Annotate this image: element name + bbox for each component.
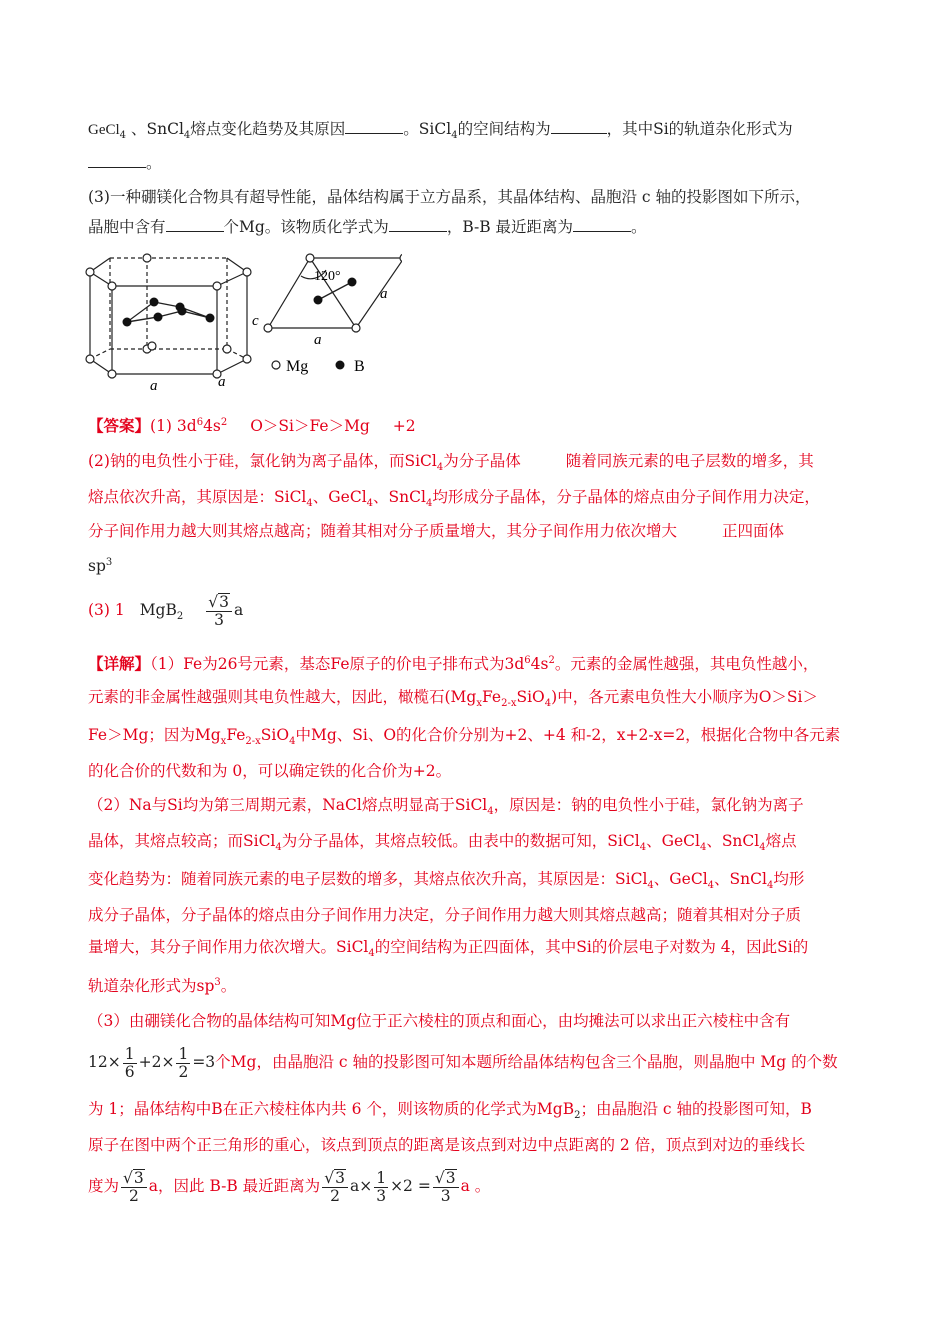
mg-atom [148,342,156,350]
text: 正四面体 [721,522,784,540]
detail-p2-line3: 变化趋势为：随着同族元素的电子层数的增多，其熔点依次升高，其原因是：SiCl$_4$、GeCl$_4$、SnCl$_4$均形 [88,870,805,892]
mg-atom [243,355,251,363]
mg-atom [243,268,251,276]
formula-text: GeCl [88,122,120,138]
text: 、SnCl [373,488,426,506]
superscript: 3 [214,977,221,988]
answer-line2: (2)钠的电负性小于硅，氯化钠为离子晶体，而SiCl$_4$为分子晶体 随着同族元素的电子层数的增多，其 [88,452,814,474]
numerator: 1 [376,1168,387,1187]
text: a [233,601,244,619]
b-atom [206,314,215,323]
superscript: 6 [196,417,204,428]
numerator: 1 [178,1044,189,1063]
prism-edge [217,272,247,286]
text: 为分子晶体，其熔点较低。由表中的数据可知，SiCl [281,832,640,850]
detail-p3-line1: （3）由硼镁化合物的晶体结构可知Mg位于正六棱柱的顶点和面心，由均摊法可以求出正六棱柱中含有 [88,1012,791,1030]
text: 轨道杂化形式为sp [88,977,215,996]
text: MgB [139,601,177,619]
text: 晶体，其熔点较高；而SiCl [88,832,276,850]
mg-atom [86,355,94,363]
text: 为 1；晶体结构中B在正六棱柱体内共 6 个，则该物质的化学式为MgB [88,1100,575,1118]
detail-p3-line4: 原子在图中两个正三角形的重心，该点到顶点的距离是该点到对边中点距离的 2 倍，顶点到对边的垂线长 [88,1136,806,1154]
answer-line4 [88,520,784,542]
text: Fe＞Mg；因为Mg [88,726,221,744]
label-a: a [218,374,226,390]
text: 。SiCl [403,120,452,138]
superscript: 3 [105,557,113,568]
superscript: 6 [524,655,531,666]
text: a× [349,1177,373,1195]
text: (3) 1 [88,601,125,619]
fraction: $\frac{√3}{2}$ [322,1169,348,1205]
answer-line1 [88,412,416,437]
text: 度为 [88,1177,120,1195]
detail-p3-line2 [88,1042,838,1082]
subscript: 4 [289,736,296,748]
b-atom [348,278,357,287]
detail-tag: 【详解】 [88,654,151,674]
answer-line5 [88,552,112,577]
fraction: $\frac{√3}{3}$ [433,1169,459,1205]
fraction [374,1170,388,1205]
answer-blank [389,217,447,232]
text: 为分子晶体 [443,452,521,470]
q2-cont-line2 [88,152,162,174]
denominator: 2 [178,1062,189,1081]
detail-p2-line4: 成分子晶体，分子晶体的熔点由分子间作用力决定，分子间作用力越大则其熔点越高；随着其相对分子质 [88,906,802,924]
text: 熔点依次升高，其原因是：SiCl [88,488,307,506]
legend-b: B [354,358,365,375]
mg-atom [264,324,272,332]
text: ×2 = [390,1177,431,1195]
text: a 。 [460,1177,491,1195]
q2-cont-line1: GeCl$_4$ 、SnCl$_4$熔点变化趋势及其原因 。SiCl$_4$的空间结构为 ，其中Si的轨道杂化形式为 [88,120,793,142]
text: 。元素的金属性越强，其电负性越小， [554,655,819,674]
label-c: c [252,313,259,329]
text: 中Mg、Si、O的化合价分别为+2、+4 和-2，x+2-x=2，根据化合物中各元素 [295,726,841,744]
mg-atom [108,282,116,290]
text: 4s [530,655,549,674]
text: ，其中Si的轨道杂化形式为 [606,120,793,138]
detail-p1-line1 [88,650,818,675]
mg-atom [400,254,402,262]
text: 12× [88,1053,121,1071]
b-atom [154,313,163,322]
crystal-structure-figure [82,244,402,394]
label-a: a [150,378,158,394]
sqrt: 3 [219,593,229,611]
answer-blank [88,153,146,168]
text: +2 [392,417,416,436]
text: )中，各元素电负性大小顺序为O＞Si＞ [551,688,818,706]
text: 均形 [773,870,805,888]
denominator: 6 [124,1062,135,1081]
mg-atom [306,254,314,262]
detail-p3-line5 [88,1164,490,1208]
text: 、GeCl [653,870,708,888]
text: ；由晶胞沿 c 轴的投影图可知，B [580,1100,812,1118]
denominator: 3 [440,1187,451,1205]
fraction: $\frac{√3}{2}$ [121,1169,147,1205]
text: 的空间结构为 [457,120,551,138]
label-a: a [314,332,322,348]
q3-line1: (3)一种硼镁化合物具有超导性能，晶体结构属于立方晶系，其晶体结构、晶胞沿 c 轴的投影图如下所示， [88,188,811,206]
fraction [176,1046,190,1081]
answer-tag: 【答案】 [88,416,151,436]
text: 。 [146,154,162,172]
answer-blank [166,217,224,232]
text: 、SnCl [130,120,184,138]
detail-p1-line4: 的化合价的代数和为 0，可以确定铁的化合价为+2。 [88,762,452,780]
subscript: x [220,736,227,748]
mg-atom [223,345,231,353]
prism-edge [217,359,247,374]
mg-atom [86,268,94,276]
text: ，原因是：钠的电负性小于硅，氯化钠为离子 [493,796,804,814]
b-atom [314,296,323,305]
text: 。 [631,218,647,236]
detail-p2-line1: （2）Na与Si均为第三周期元素，NaCl熔点明显高于SiCl$_4$，原因是：钠的电负性小于硅，氯化钠为离子 [88,796,804,818]
text: 、SnCl [714,870,767,888]
legend-b-marker [336,361,345,370]
angle-label: 120° [314,269,341,284]
detail-p2-line2: 晶体，其熔点较高；而SiCl$_4$为分子晶体，其熔点较低。由表中的数据可知，SiCl$_4$、GeCl$_4$、SnCl$_4$熔点 [88,832,797,854]
text: ，B-B 最近距离为 [446,218,574,236]
text: 晶胞中含有 [88,218,166,236]
answer-blank [573,217,631,232]
mg-atom [352,324,360,332]
text: +2× [138,1053,175,1071]
text: 个Mg，由晶胞沿 c 轴的投影图可知本题所给晶体结构包含三个晶胞，则晶胞中 Mg 的个数 [215,1053,838,1071]
superscript: 2 [220,417,228,428]
text: 的空间结构为正四面体，其中Si的价层电子对数为 4，因此Si的 [374,938,809,956]
fraction [123,1046,137,1081]
b-atom [150,298,159,307]
subscript: x [476,698,482,710]
text: (2)钠的电负性小于硅，氯化钠为离子晶体，而SiCl [88,452,437,470]
legend-mg: Mg [286,358,309,375]
text: （1）Fe为26号元素，基态Fe原子的价电子排布式为3d [150,655,525,674]
answer-blank [551,119,607,134]
text: 、GeCl [646,832,700,850]
legend-mg-marker [272,361,280,369]
text: 4s [203,417,221,436]
answer-line6: (3) 1 MgB$_2$ $\frac{√3}{3}$ a [88,593,244,629]
mg-atom [143,254,151,262]
fraction: $\frac{√3}{3}$ [206,593,232,629]
text: 个Mg。该物质化学式为 [223,218,389,236]
answer-blank [345,119,403,134]
subscript: 2-x [501,698,517,710]
text: 、GeCl [312,488,367,506]
b-atom [123,318,132,327]
text: =3 [192,1053,216,1071]
text: O＞Si＞Fe＞Mg [250,417,370,436]
superscript: 2 [548,655,555,666]
denominator: 3 [376,1186,387,1205]
text: 变化趋势为：随着同族元素的电子层数的增多，其熔点依次升高，其原因是：SiCl [88,870,648,888]
text: 随着同族元素的电子层数的增多，其 [565,452,814,470]
detail-p3-line3: 为 1；晶体结构中B在正六棱柱体内共 6 个，则该物质的化学式为MgB$_2$；由晶胞沿 c 轴的投影图可知，B [88,1100,812,1122]
sqrt: 3 [445,1169,456,1187]
text: 均形成分子晶体，分子晶体的熔点由分子间作用力决定， [432,488,820,506]
detail-p2-line6 [88,972,236,997]
subscript: 2-x [245,736,261,748]
answer-line3: 熔点依次升高，其原因是：SiCl$_4$、GeCl$_4$、SnCl$_4$均形成分子晶体，分子晶体的熔点由分子间作用力决定， [88,488,820,510]
text: （2）Na与Si均为第三周期元素，NaCl熔点明显高于SiCl [88,796,488,814]
sqrt: 3 [133,1169,144,1187]
boron-layer [127,302,210,322]
denominator: 2 [128,1187,139,1205]
text: 、SnCl [706,832,760,850]
text: sp [88,557,106,576]
sqrt: 3 [335,1169,345,1187]
text: 元素的非金属性越强则其电负性越大，因此，橄榄石(Mg [88,688,477,706]
text: a，因此 B-B 最近距离为 [148,1177,321,1195]
text: SiO [516,688,545,706]
text: 分子间作用力越大则其熔点越高；随着其相对分子质量增大，其分子间作用力依次增大 [88,522,678,540]
q3-line2 [88,216,647,238]
b-atom [178,307,187,316]
mg-atom [213,282,221,290]
text: Fe [481,688,502,706]
text: 。 [220,977,237,996]
mg-atom [108,370,116,378]
text: 量增大，其分子间作用力依次增大。SiCl [88,938,369,956]
b-b-bond [318,282,352,300]
text: 熔点 [765,832,797,850]
text: 熔点变化趋势及其原因 [190,120,346,138]
text: SiO [260,726,290,744]
text: Fe [226,726,246,744]
text: (1) 3d [150,417,197,436]
subscript: 4 [544,698,552,710]
numerator: 1 [124,1044,135,1063]
denominator: 2 [330,1187,340,1205]
detail-p1-line2 [88,686,818,715]
denominator: 3 [214,611,224,629]
label-a: a [380,286,388,302]
detail-p1-line3 [88,724,840,753]
detail-p2-line5: 量增大，其分子间作用力依次增大。SiCl$_4$的空间结构为正四面体，其中Si的价层电子对数为 4，因此Si的 [88,938,809,960]
